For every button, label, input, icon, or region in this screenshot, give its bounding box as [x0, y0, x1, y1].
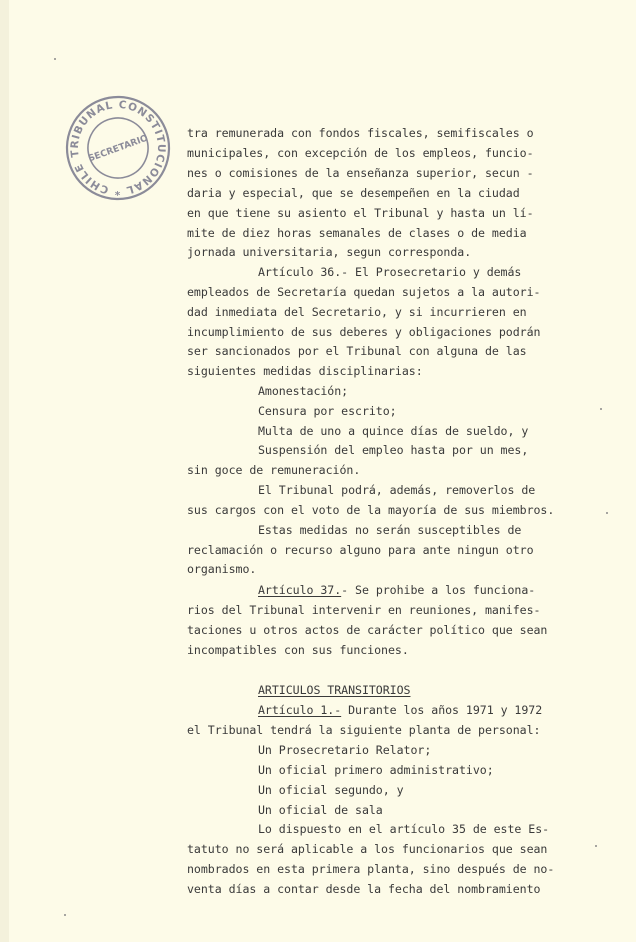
- text-line: siguientes medidas disciplinarias:: [187, 364, 423, 378]
- text-line: taciones u otros actos de carácter político que sean: [187, 623, 548, 637]
- text-line: nes o comisiones de la enseñanza superior, secun -: [187, 166, 534, 180]
- article-37-heading: [258, 583, 535, 597]
- text-line: tra remunerada con fondos fiscales, semifiscales o: [187, 126, 534, 140]
- text-line: ser sancionados por el Tribunal con alguna de las: [187, 344, 527, 358]
- article-37-text: - Se prohibe a los funciona-: [341, 583, 536, 597]
- list-item: Multa de uno a quince días de sueldo, y: [258, 424, 529, 438]
- list-item: Un oficial segundo, y: [258, 783, 404, 797]
- section-heading-transitorios: ARTICULOS TRANSITORIOS: [258, 683, 411, 697]
- list-item: Un Prosecretario Relator;: [258, 743, 432, 757]
- scan-speck: [606, 512, 608, 514]
- list-item: Un oficial de sala: [258, 803, 383, 817]
- text-line: sin goce de remuneración.: [187, 463, 361, 477]
- article-36-heading: Artículo 36.- El Prosecretario y demás: [258, 265, 522, 279]
- text-line: tatuto no será aplicable a los funcionarios que sean: [187, 842, 548, 856]
- text-line: venta días a contar desde la fecha del nombramiento: [187, 882, 541, 896]
- text-line: daria y especial, que se desempeñen en la ciudad: [187, 186, 520, 200]
- page-edge-shadow: [0, 0, 9, 942]
- text-line: en que tiene su asiento el Tribunal y hasta un lí-: [187, 206, 534, 220]
- text-line: organismo.: [187, 562, 257, 576]
- text-line: el Tribunal tendrá la siguiente planta de personal:: [187, 723, 541, 737]
- text-line: dad inmediata del Secretario, y si incurrieren en: [187, 305, 527, 319]
- text-line: Estas medidas no serán susceptibles de: [258, 523, 522, 537]
- text-line: nombrados en esta primera planta, sino después de no-: [187, 862, 555, 876]
- list-item: Censura por escrito;: [258, 404, 397, 418]
- transitory-article-1-heading: [258, 703, 542, 717]
- text-line: Lo dispuesto en el artículo 35 de este Es-: [258, 822, 550, 836]
- text-line: empleados de Secretaría quedan sujetos a la autori-: [187, 285, 541, 299]
- text-line: incumplimiento de sus deberes y obligaciones podrán: [187, 325, 541, 339]
- list-item: Un oficial primero administrativo;: [258, 763, 494, 777]
- scan-speck: [64, 914, 66, 916]
- transitory-article-1-label: Artículo 1.-: [258, 703, 342, 717]
- scan-speck: [595, 845, 597, 847]
- text-line: reclamación o recurso alguno para ante ningun otro: [187, 543, 534, 557]
- text-line: El Tribunal podrá, además, removerlos de: [258, 483, 536, 497]
- text-line: incompatibles con sus funciones.: [187, 643, 409, 657]
- stamp-ring-text: TRIBUNAL CONSTITUCIONAL * CHILE: [68, 98, 168, 198]
- text-line: jornada universitaria, segun corresponda.: [187, 245, 472, 259]
- list-item: Suspensión del empleo hasta por un mes,: [258, 443, 529, 457]
- scan-speck: [600, 408, 602, 410]
- article-37-label: Artículo 37.: [258, 583, 342, 597]
- text-line: sus cargos con el voto de la mayoría de sus miembros.: [187, 503, 555, 517]
- transitory-article-1-text: Durante los años 1971 y 1972: [341, 703, 543, 717]
- secretario-stamp: [62, 92, 174, 204]
- scan-speck: [54, 58, 56, 60]
- list-item: Amonestación;: [258, 384, 349, 398]
- text-line: mite de diez horas semanales de clases o de media: [187, 226, 527, 240]
- stamp-center-text: SECRETARIO: [87, 133, 150, 165]
- text-line: municipales, con excepción de los empleos, funcio-: [187, 146, 534, 160]
- text-line: rios del Tribunal intervenir en reuniones, manifes-: [187, 603, 541, 617]
